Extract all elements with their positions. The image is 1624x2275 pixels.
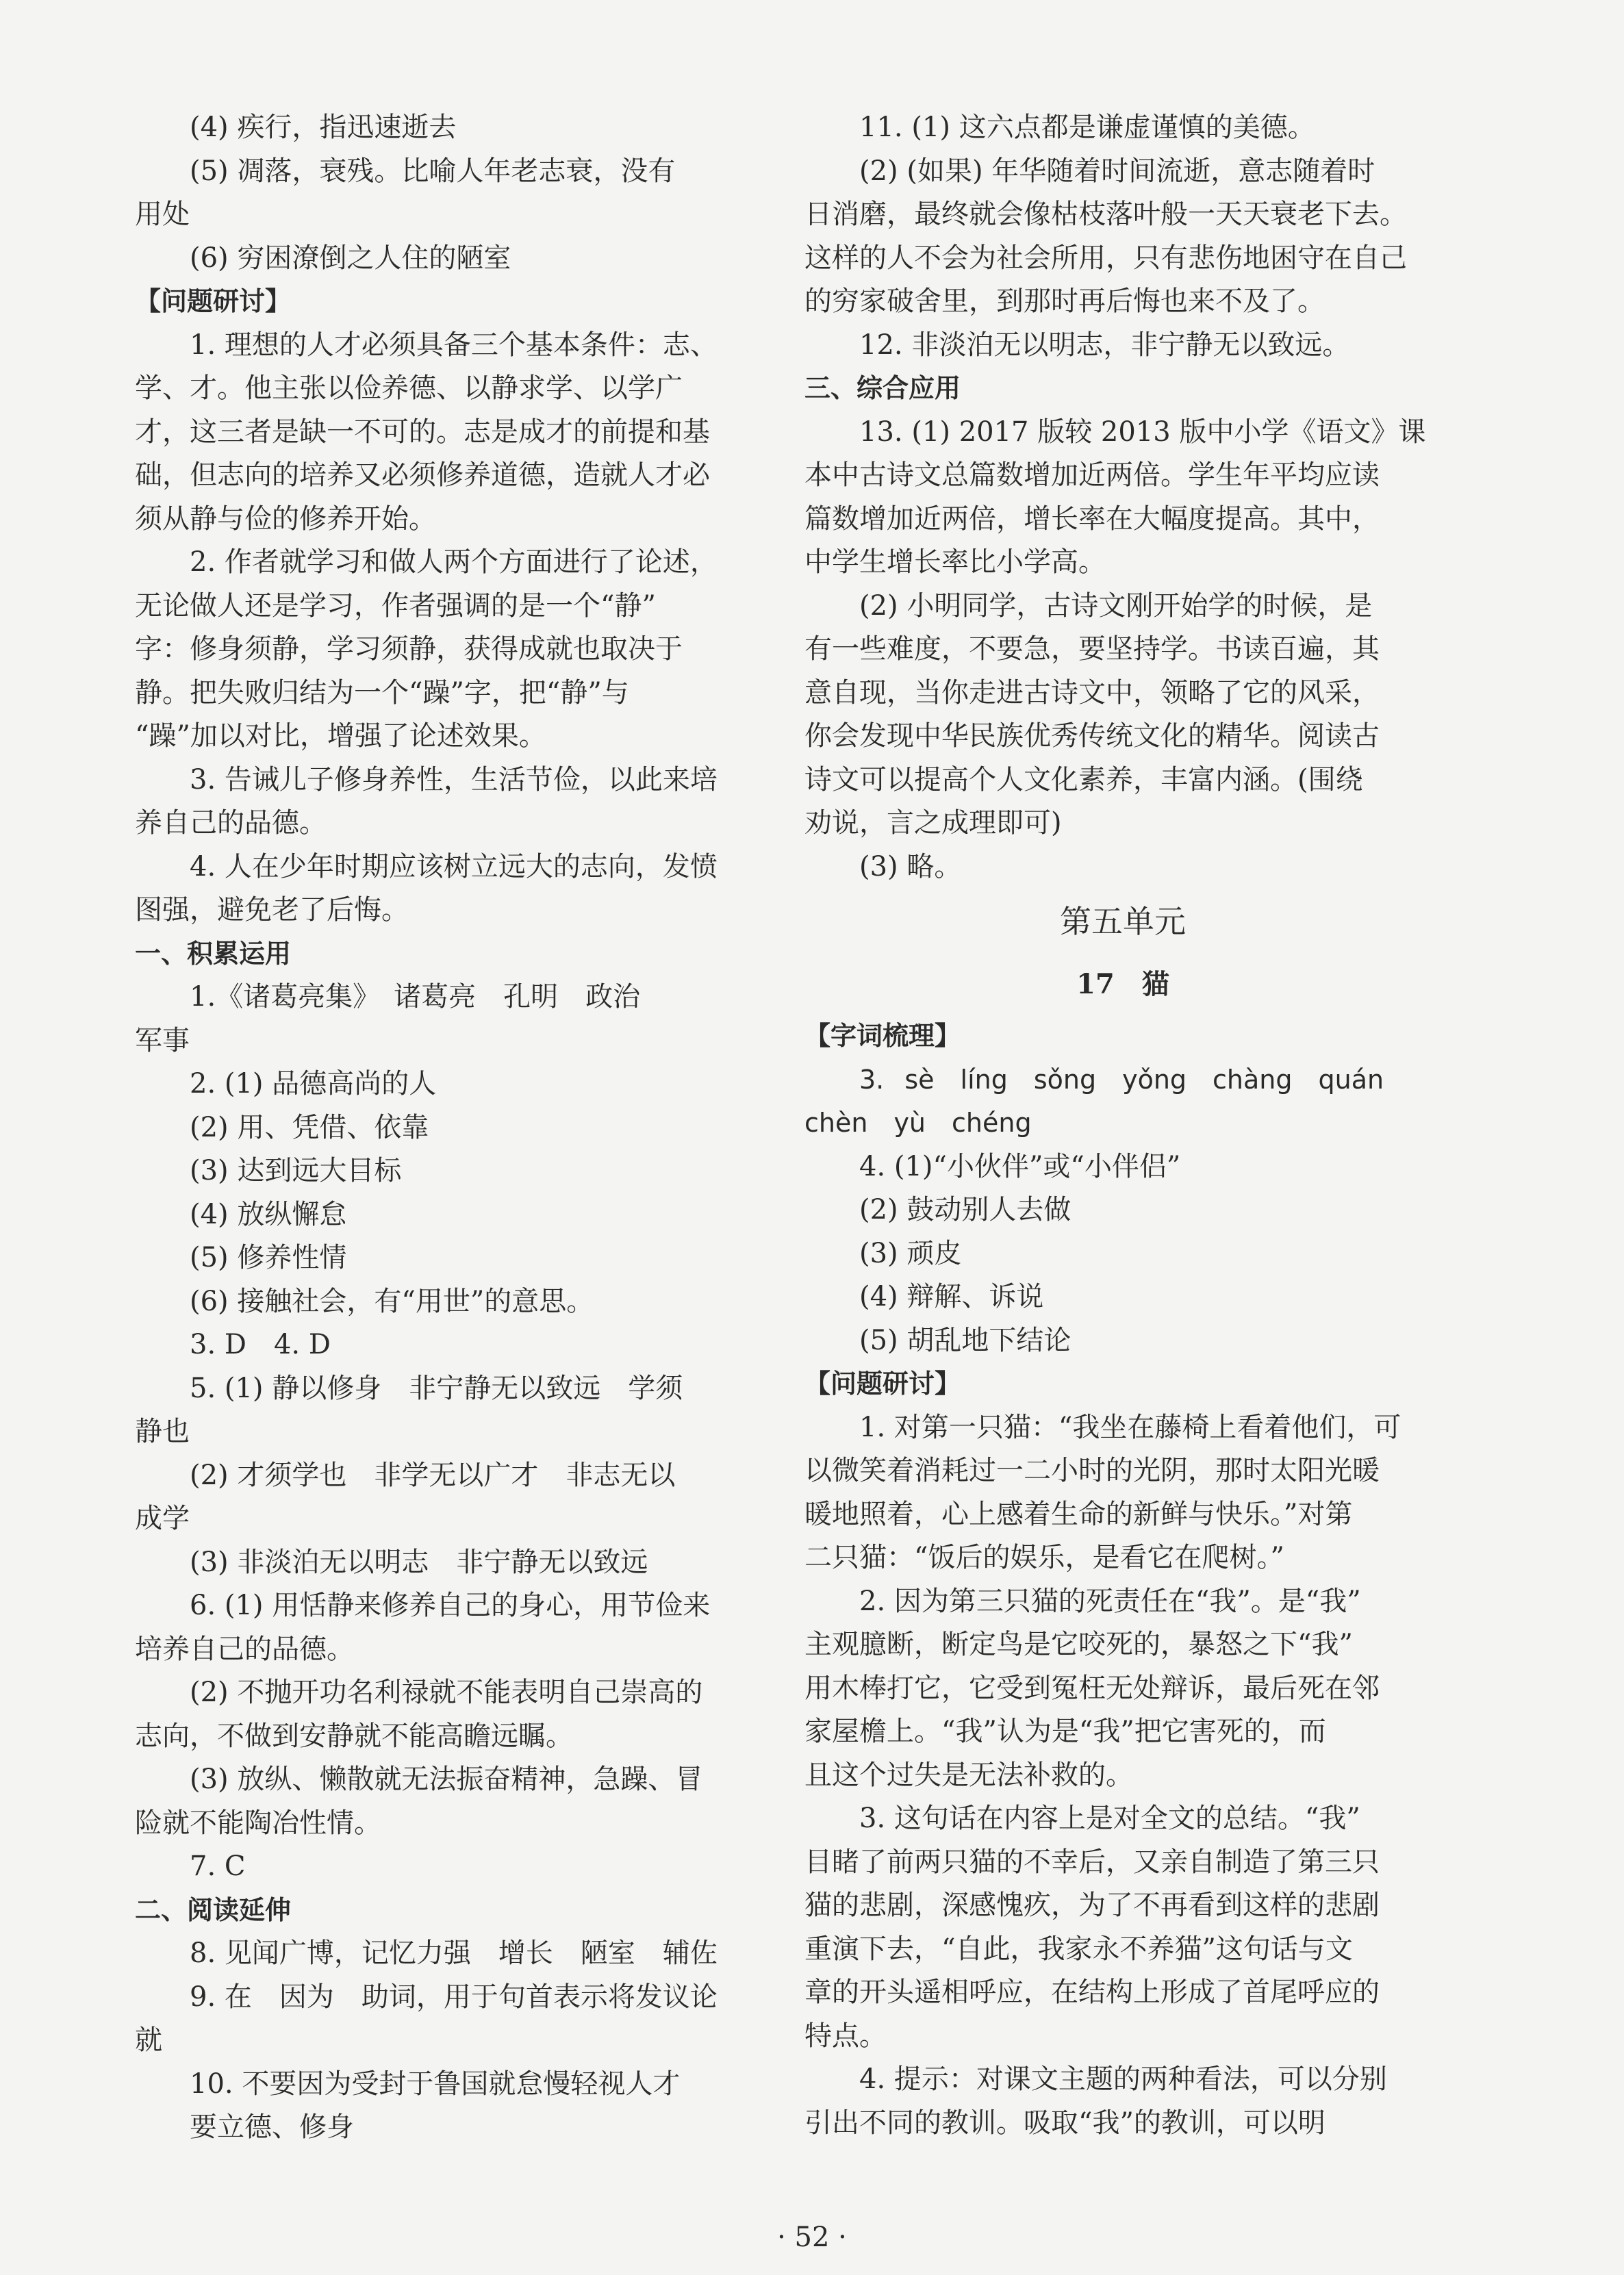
text-line: 成学 xyxy=(135,1503,190,1534)
text-line: 11. (1) 这六点都是谦虚谨慎的美德。 xyxy=(859,112,1315,143)
text-line: 军事 xyxy=(135,1024,190,1056)
text-line: (4) 疾行，指迅速逝去 xyxy=(190,112,457,143)
text-line: 要立德、修身 xyxy=(190,2111,354,2143)
text-line: 3. 告诫儿子修身养性，生活节俭，以此来培 xyxy=(190,763,718,796)
text-line: 你会发现中华民族优秀传统文化的精华。阅读古 xyxy=(804,720,1380,752)
text-line: (3) 达到远大目标 xyxy=(190,1155,402,1186)
text-line: 中学生增长率比小学高。 xyxy=(804,546,1106,578)
text-line: 2. (1) 品德高尚的人 xyxy=(190,1068,437,1100)
text-line: 5. (1) 静以修身 非宁静无以致远 学须 xyxy=(190,1372,683,1404)
text-line: “躁”加以对比，增强了论述效果。 xyxy=(135,720,546,752)
right-column-top xyxy=(804,106,1441,889)
text-line: 静也 xyxy=(135,1416,190,1447)
text-line: 以微笑着消耗过一二小时的光阴，那时太阳光暖 xyxy=(804,1455,1380,1486)
text-line: (2) 小明同学，古诗文刚开始学的时候，是 xyxy=(859,589,1373,622)
text-line: 6. (1) 用恬静来修养自己的身心，用节俭来 xyxy=(190,1590,711,1621)
text-line: 1. 理想的人才必须具备三个基本条件：志、 xyxy=(190,329,718,361)
text-line: 无论做人还是学习，作者强调的是一个“静” xyxy=(135,589,656,622)
text-line: (3) 顽皮 xyxy=(859,1237,962,1269)
text-line: 础，但志向的培养又必须修养道德，造就人才必 xyxy=(135,459,710,491)
text-line: (2) 鼓动别人去做 xyxy=(859,1194,1071,1225)
section-heading: 三、综合应用 xyxy=(804,373,961,403)
text-line: 特点。 xyxy=(804,2020,887,2052)
text-line: 的穷家破舍里，到那时再后悔也来不及了。 xyxy=(804,285,1325,317)
text-line: 重演下去，“自此，我家永不养猫”这句话与文 xyxy=(804,1933,1353,1965)
text-line: 静。把失败归结为一个“躁”字，把“静”与 xyxy=(135,676,629,709)
text-line: 用木棒打它，它受到冤枉无处辩诉，最后死在邻 xyxy=(804,1672,1380,1704)
text-line: 家屋檐上。“我”认为是“我”把它害死的，而 xyxy=(804,1716,1326,1747)
unit-title: 第五单元 xyxy=(1060,903,1186,940)
text-line: 12. 非淡泊无以明志，非宁静无以致远。 xyxy=(859,329,1350,361)
text-line: 暖地照着，心上感着生命的新鲜与快乐。”对第 xyxy=(804,1498,1353,1530)
text-line: (2) 不抛开功名利禄就不能表明自己崇高的 xyxy=(190,1677,703,1708)
text-line: 2. 作者就学习和做人两个方面进行了论述， xyxy=(190,546,718,578)
text-line: 4. 提示：对课文主题的两种看法，可以分别 xyxy=(859,2063,1387,2095)
text-line: (3) 略。 xyxy=(859,850,962,882)
text-line: 意自现，当你走进古诗文中，领略了它的风采， xyxy=(804,676,1380,709)
text-line: 用处 xyxy=(135,199,190,230)
text-line: 1. 对第一只猫：“我坐在藤椅上看着他们，可 xyxy=(859,1411,1401,1443)
text-line: 劝说，言之成理即可) xyxy=(804,807,1062,839)
text-line: 字：修身须静，学习须静，获得成就也取决于 xyxy=(135,633,683,665)
text-line: 才，这三者是缺一不可的。志是成才的前提和基 xyxy=(135,416,710,448)
text-line: 日消磨，最终就会像枯枝落叶般一天天衰老下去。 xyxy=(804,199,1407,230)
text-line: 二只猫：“饭后的娱乐，是看它在爬树。” xyxy=(804,1542,1284,1573)
page-number: · 52 · xyxy=(777,2222,847,2253)
text-line: 10. 不要因为受封于鲁国就怠慢轻视人才 xyxy=(190,2068,681,2100)
text-line: 这样的人不会为社会所用，只有悲伤地困守在自己 xyxy=(804,242,1407,274)
text-line: (3) 非淡泊无以明志 非宁静无以致远 xyxy=(190,1546,648,1578)
section-heading: 【问题研讨】 xyxy=(135,286,292,316)
text-line: 目睹了前两只猫的不幸后，又亲自制造了第三只 xyxy=(804,1846,1380,1878)
text-line: (2) 才须学也 非学无以广才 非志无以 xyxy=(190,1459,676,1491)
text-line: 7. C xyxy=(190,1851,246,1882)
text-line: 3. 这句话在内容上是对全文的总结。“我” xyxy=(859,1803,1360,1834)
text-line: (5) 胡乱地下结论 xyxy=(859,1324,1071,1356)
section-heading: 二、阅读延伸 xyxy=(135,1894,292,1925)
text-line: 3. D 4. D xyxy=(190,1329,331,1360)
right-column xyxy=(804,106,1441,2145)
text-line: 本中古诗文总篇数增加近两倍。学生年平均应读 xyxy=(804,459,1380,491)
text-line: 4. (1)“小伙伴”或“小伴侣” xyxy=(859,1150,1181,1182)
text-line: 主观臆断，断定鸟是它咬死的，暴怒之下“我” xyxy=(804,1629,1353,1660)
text-line: 13. (1) 2017 版较 2013 版中小学《语文》课 xyxy=(859,416,1426,448)
text-line: 1.《诸葛亮集》 诸葛亮 孔明 政治 xyxy=(190,981,641,1013)
text-line: 猫的悲剧，深感愧疚，为了不再看到这样的悲剧 xyxy=(804,1890,1380,1921)
text-line: 险就不能陶冶性情。 xyxy=(135,1807,381,1839)
text-line: 须从静与俭的修养开始。 xyxy=(135,503,436,535)
text-line: 养自己的品德。 xyxy=(135,807,327,839)
text-line: 章的开头遥相呼应，在结构上形成了首尾呼应的 xyxy=(804,1977,1380,2008)
text-line: 志向，不做到安静就不能高瞻远瞩。 xyxy=(135,1720,573,1752)
text-line: 且这个过失是无法补救的。 xyxy=(804,1759,1133,1791)
text-line: 就 xyxy=(135,2024,162,2056)
text-line: 有一些难度，不要急，要坚持学。书读百遍，其 xyxy=(804,633,1380,665)
text-line: (5) 修养性情 xyxy=(190,1242,347,1273)
text-line: (6) 接触社会，有“用世”的意思。 xyxy=(190,1285,594,1317)
section-heading: 一、积累运用 xyxy=(135,938,292,969)
text-line: 篇数增加近两倍，增长率在大幅度提高。其中， xyxy=(804,503,1380,535)
left-column xyxy=(135,106,778,2150)
lesson-title: 17 猫 xyxy=(1076,968,1169,1000)
text-line: 学、才。他主张以俭养德、以静求学、以学广 xyxy=(135,372,683,404)
text-line: (4) 辩解、诉说 xyxy=(859,1281,1044,1312)
text-line: (5) 凋落，衰残。比喻人年老志衰，没有 xyxy=(190,155,676,187)
text-line: 2. 因为第三只猫的死责任在“我”。是“我” xyxy=(859,1585,1361,1617)
text-line: chèn yù chéng xyxy=(804,1108,1032,1138)
text-line: (2) (如果) 年华随着时间流逝，意志随着时 xyxy=(859,155,1375,187)
text-line: 引出不同的教训。吸取“我”的教训，可以明 xyxy=(804,2107,1325,2139)
text-line: 培养自己的品德。 xyxy=(135,1633,354,1665)
text-line: 8. 见闻广博，记忆力强 增长 陋室 辅佐 xyxy=(190,1937,718,1969)
text-line: (4) 放纵懈怠 xyxy=(190,1198,347,1230)
text-line: (6) 穷困潦倒之人住的陋室 xyxy=(190,242,511,274)
text-line: (3) 放纵、懒散就无法振奋精神，急躁、冒 xyxy=(190,1764,703,1795)
text-line: 4. 人在少年时期应该树立远大的志向，发愤 xyxy=(190,850,718,882)
section-heading: 【字词梳理】 xyxy=(804,1021,961,1051)
right-column-bottom xyxy=(804,1015,1441,2145)
text-line: 图强，避免老了后悔。 xyxy=(135,894,409,926)
text-line: 诗文可以提高个人文化素养，丰富内涵。(围绕 xyxy=(804,763,1363,796)
text-line: 9. 在 因为 助词，用于句首表示将发议论 xyxy=(190,1981,718,2013)
text-line: 3. sè líng sǒng yǒng chàng quán xyxy=(859,1064,1384,1095)
section-heading: 【问题研讨】 xyxy=(804,1369,961,1399)
text-line: (2) 用、凭借、依靠 xyxy=(190,1111,429,1143)
